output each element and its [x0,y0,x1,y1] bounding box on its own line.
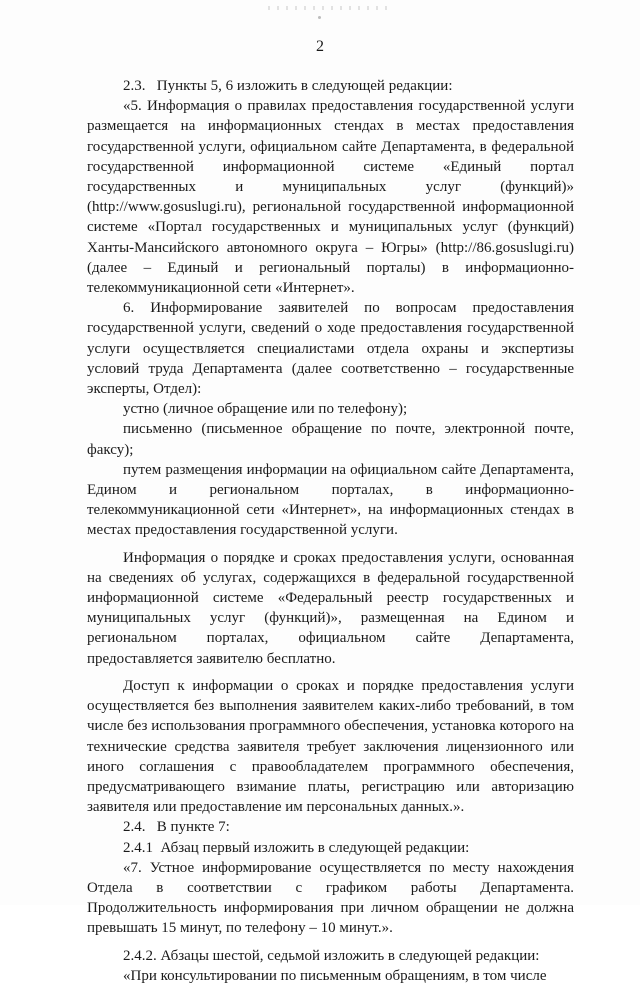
paragraph-7: «7. Устное информирование осуществляется по месту нахождения Отдела в соответствии с графиком работы Департамента. Продолжительность информирования при личном обращении не должна превышать 15 минут, по телефону – 10 минут.». [87,859,574,937]
paragraph-written: письменно (письменное обращение по почте, электронной почте, факсу); [87,421,574,458]
paragraph-2-4-2: 2.4.2. Абзацы шестой, седьмой изложить в следующей редакции: [123,947,540,964]
paragraph-2-4: 2.4. В пункте 7: [123,819,230,836]
paragraph-2-3: 2.3. Пункты 5, 6 изложить в следующей редакции: [123,78,453,94]
paragraph-info-order: Информация о порядке и сроках предоставления услуги, основанная на сведениях об услугах, содержащихся в федеральной государственной информационной системе «Федеральный реестр государственных и муниципальных услуг (функций)», размещенная на Едином и региональном порталах, официальном сайте Департамента, предоставляется заявителю бесплатно. [87,549,574,667]
document-body [87,76,574,986]
paragraph-5: «5. Информация о правилах предоставления государственной услуги размещается на информационных стендах в местах предоставления государственной услуги, официальном сайте Департамента, в федеральной государственной информационной системе «Единый портал государственных и муниципальных услуг (функций)» (http://www.gosuslugi.ru), региональной государственной информационной системе «Портал государственных и муниципальных услуг (функций) Ханты-Мансийского автономного округа – Югры» (http://86.gosuslugi.ru) (далее – Единый и региональный порталы) в информационно-телекоммуникационной сети «Интернет». [87,98,574,297]
paragraph-oral: устно (личное обращение или по телефону); [123,401,408,418]
paragraph-publishing: путем размещения информации на официальном сайте Департамента, Едином и региональном порталах, в информационно-телекоммуникационной сети «Интернет», на информационных стендах в местах предоставления государственной услуги. [87,461,574,539]
paragraph-6: 6. Информирование заявителей по вопросам предоставления государственной услуги, сведений о ходе предоставления государственной услуги осуществляется специалистами отдела охраны и экспертизы условий труда Департамента (далее соответственно – государственные эксперты, Отдел): [87,300,574,398]
paragraph-consulting: «При консультировании по письменным обращениям, в том числе [123,967,547,984]
page-number: 2 [316,38,324,55]
paragraph-access: Доступ к информации о сроках и порядке предоставления услуги осуществляется без выполнения заявителем каких-либо требований, в том числе без использования программного обеспечения, установка которого на технические средства заявителя требует заключения лицензионного или иного соглашения с правообладателем программного обеспечения, предусматривающего взимание платы, регистрацию или авторизацию заявителя или предоставление им персональных данных.». [87,677,574,816]
scan-artifact [268,6,388,10]
scan-artifact-dot [318,16,321,19]
paragraph-2-4-1: 2.4.1 Абзац первый изложить в следующей редакции: [123,839,470,856]
